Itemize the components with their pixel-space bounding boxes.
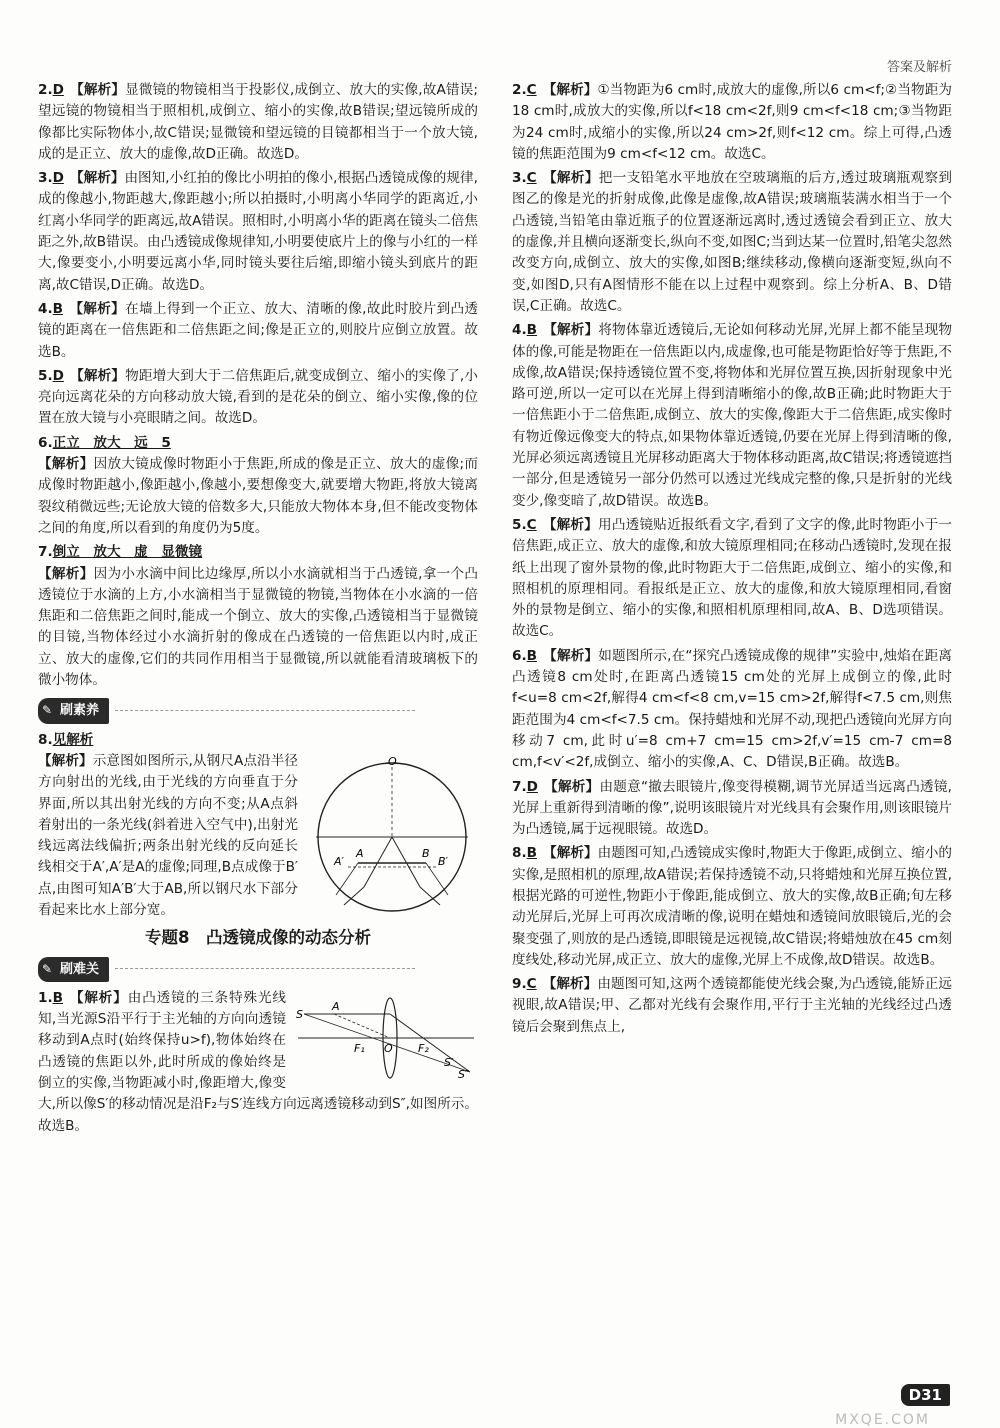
right-column (512, 80, 952, 1041)
item-num: 3. (512, 170, 527, 187)
item-text: 把一支铅笔水平地放在空玻璃瓶的后方,透过玻璃瓶观察到图乙的像是光的折射成像,此像是虚像,故A错误;玻璃瓶装满水相当于一个凸透镜,当铅笔由靠近瓶子的位置逐渐远离时,透过透镜会看到正立、放大的虚像,并且横向逐渐变长,纵向不变,如图C;当到达某一位置时,铅笔尖忽然改变方向,成倒立、放大的实像,如图B;继续移动,像横向逐渐变短,纵向不变,如图D,只有A图情形不能在以上过程中观察到。综上分析A、B、D错误,C正确。故选C。 (512, 170, 952, 314)
item-ans: B (526, 322, 537, 339)
item-ans: C (526, 516, 537, 533)
item-num: 7. (38, 544, 53, 561)
answer-item (512, 646, 952, 774)
item-num: 4. (512, 322, 527, 339)
item-num: 3. (38, 170, 53, 187)
item-tag: 【解析】 (542, 976, 598, 993)
answer-item (512, 974, 952, 1038)
item-tag: 【解析】 (543, 778, 600, 795)
lens-figure (294, 992, 478, 1080)
item-1: S A F₁ O F₂ S′ S″ 1.B 【解析】由凸透镜的三条特殊光线知,当光源S沿平行于主光轴的方向向透镜移动到A点时(始终保持u>f),物体始终在凸透镜的焦距以外,此时所成的像始终是倒立的实像,当物距减小时,像距增大,像变大,所以像S′的移动情况是沿F₂与S′连线方向远离透镜移动到S″,如图所示。故选B。 (38, 989, 478, 1134)
item-tag: 【解析】 (543, 845, 598, 862)
item-text: 由题意“撤去眼镜片,像变得模糊,调节光屏适当远离凸透镜,光屏上重新得到清晰的像”,说明该眼镜片对光线具有会聚作用,则该眼镜片为凸透镜,属于远视眼镜。故选D。 (512, 778, 952, 838)
item-text: 将物体靠近透镜后,无论如何移动光屏,光屏上都不能呈现物体的像,可能是物距在一倍焦距以内,成虚像,也可能是物距恰好等于焦距,不成像,故A错误;保持透镜位置不变,将物体和光屏位置互换,因折射现象中光路可逆,所以一定可以在光屏上得到清晰缩小的像,故B正确;此时物距大于一倍焦距小于二倍焦距,成倒立、放大的实像,像距大于二倍焦距,成实像时有物近像远像变大的特点,如果物体靠近透镜,仍要在光屏上得到清晰的像,光屏必须远离透镜且光屏移动距离大于物体移动距离,故C错误;将透镜遮挡一部分,但是透镜另一部分仍然可以透过光线成完整的像,只是折射的光线变少,像变暗了,故D错误。故选B。 (512, 322, 953, 509)
item-ans: B (526, 647, 537, 664)
pen-icon: ✎ (42, 703, 53, 718)
item-num: 2. (38, 82, 53, 98)
svg-text:F₁: F₁ (354, 1041, 365, 1055)
item-ans: C (526, 170, 537, 187)
answer-item (38, 366, 478, 430)
item-text: 由题图可知,凸透镜成实像时,物距大于像距,成倒立、缩小的实像,是照相机的原理,故A错误;若保持透镜不动,只将蜡烛和光屏互换位置,根据光路的可逆性,物距小于像距,能成倒立、放大的实像,故B正确;旬左移动光屏后,光屏上可再次成清晰的像,说明在蜡烛和透镜间放眼镜后,光的会聚变强了,则放的是凸透镜,即眼镜是远视镜,故C错误;将蜡烛放在45 cm刻度线处,移动光屏,成正立、放大的虚像,光屏上不成像,故D错误。故选B。 (512, 845, 953, 968)
item-ans: D (526, 778, 538, 795)
answer-item (38, 299, 478, 363)
answer-item (512, 80, 952, 165)
refraction-figure (306, 755, 478, 915)
left-column (38, 80, 478, 1140)
answer-item (38, 168, 478, 296)
item-text: 如题图所示,在“探究凸透镜成像的规律”实验中,烛焰在距离凸透镜8 cm处时,在距离凸透镜15 cm处的光屏上成倒立的像,此时f<u=8 cm<2f,解得4 cm<f<8 cm,v=15 cm>2f,解得f<7.5 cm,则焦距范围为4 cm<f<7.5 cm。保持蜡烛和光屏不动,现把凸透镜向光屏方向移动7 cm,此时u′=8 cm+7 cm=15 cm>2f,v′=15 cm-7 cm=8 cm,f<v′<2f,成倒立、缩小的实像,A、C、D错误,B正确。故选B。 (512, 647, 953, 771)
answer-item (38, 542, 478, 691)
svg-text:S: S (296, 1007, 303, 1021)
item-text: 在墙上得到一个正立、放大、清晰的像,故此时胶片到凸透镜的距离在一倍焦距和二倍焦距之间;像是正立的,则胶片应倒立放置。故选B。 (38, 300, 478, 360)
item-text: 因为小水滴中间比边缘厚,所以小水滴就相当于凸透镜,拿一个凸透镜位于水滴的上方,小水滴相当于显微镜的物镜,当物体在小水滴的一倍焦距和二倍焦距之间时,能成一个倒立、放大的实像,凸透镜相当于显微镜的目镜,当物体经过小水滴折射的像成在凸透镜的一倍焦距以内时,成正立、放大的虚像,它们的共同作用相当于显微镜,所以就能看清玻璃板下的微小物体。 (38, 565, 479, 689)
answer-item (38, 433, 478, 539)
item-tag: 【解析】 (69, 170, 125, 187)
answer-item (512, 168, 952, 317)
item-ans: D (52, 170, 64, 187)
svg-text:F₂: F₂ (418, 1041, 429, 1055)
item-tag: 【解析】 (542, 82, 598, 98)
item-ans: C (526, 82, 537, 98)
svg-text:A: A (332, 999, 340, 1013)
pen-icon: ✎ (42, 961, 53, 976)
svg-text:O: O (388, 754, 397, 768)
svg-text:B: B (422, 846, 430, 860)
svg-text:S′: S′ (444, 1055, 454, 1069)
item-text: 由图知,小红拍的像比小明拍的像小,根据凸透镜成像的规律,成的像越小,物距越大,像距越小;所以拍摄时,小明离小华同学的距离近,小红离小华同学的距离远,故A错误。照相时,小明离小华的距离在镜头二倍焦距之外,故B错误。由凸透镜成像规律知,小明要使底片上的像与小红的一样大,像要变小,小明要远离小华,同时镜头要往后缩,即缩小镜头到底片的距离,故C错误,D正确。故选D。 (38, 170, 478, 293)
answer-item (512, 777, 952, 841)
item-num: 2. (512, 82, 527, 98)
item-tag: 【解析】 (543, 647, 599, 664)
item-num: 8. (512, 845, 527, 862)
item-num: 5. (512, 516, 527, 533)
item-tag: 【解析】 (542, 170, 599, 187)
watermark: MXQE.COM (835, 1412, 930, 1428)
svg-text:O: O (384, 1041, 393, 1055)
svg-text:B′: B′ (438, 854, 449, 868)
item-tag: 【解析】 (69, 367, 126, 384)
svg-text:S″: S″ (458, 1067, 470, 1080)
item-text: 用凸透镜贴近报纸看文字,看到了文字的像,此时物距小于一倍焦距,成正立、放大的虚像,和放大镜原理相同;在移动凸透镜时,发现在报纸上出现了窗外景物的像,此时物距大于二倍焦距,成倒立、缩小的实像,和照相机的原理相同。看报纸是正立、放大的虚像,和放大镜原理相同,看窗外的景物是倒立、缩小的实像,和照相机原理相同,故A、B、D选项错误。故选C。 (512, 516, 953, 640)
item-tag: 【解析】 (69, 300, 126, 317)
item-text: 由题图可知,这两个透镜都能使光线会聚,为凸透镜,能矫正远视眼,故A错误;甲、乙都对光线有会聚作用,平行于主光轴的光线经过凸透镜后会聚到焦点上, (512, 976, 953, 1035)
item-ans: B (52, 300, 63, 317)
item-ans: D (52, 82, 64, 98)
item-num: 6. (38, 434, 53, 451)
item-num: 5. (38, 367, 53, 384)
item-num: 6. (512, 647, 527, 664)
header-title: 答案及解析 (886, 60, 952, 75)
right-items (512, 80, 952, 1038)
item-text: ①当物距为6 cm时,成放大的虚像,所以6 cm<f;②当物距为18 cm时,成放大的实像,所以f<18 cm<2f,则9 cm<f<18 cm;③当物距为24 cm时,成缩小的实像,所以24 cm>2f,则f<12 cm。综上可得,凸透镜的焦距范围为9 cm<f<12 cm。故选C。 (512, 82, 952, 162)
section-title: 专题8 凸透镜成像的动态分析 (145, 928, 371, 948)
item-tag: 【解析】 (38, 565, 94, 582)
item-ans: 正立 放大 远 5 (52, 434, 171, 451)
svg-text:A′: A′ (334, 854, 345, 868)
left-items (38, 80, 478, 691)
item-ans: D (52, 367, 64, 384)
answer-item (512, 843, 952, 971)
item-num: 4. (38, 300, 53, 317)
badge-hard: ✎ 刷难关 (38, 953, 478, 988)
badge-literacy: ✎ 刷素养 (38, 694, 478, 729)
item-ans: B (526, 845, 537, 862)
answer-item (38, 80, 478, 165)
item-tag: 【解析】 (69, 82, 126, 98)
item-8: 8.见解析 O A B A′ B′ 【解析】示意图如图所示,从钢尺A点沿半径方向射出的光线,由于光线的方向垂直于分界面,所以其出射光线的方向不变;从A点斜着射出的一条光线(斜着进入空气中),出射光线远离法线偏折;两条出射光线的反向延长线相交于A′,A′是A的虚像;同理,B点成像于B′点,由图可知A′B′大于AB,所以钢尺水下部分看起来比水上部分宽。 (38, 730, 478, 922)
item-num: 7. (512, 778, 527, 795)
answer-item (512, 320, 952, 512)
item-tag: 【解析】 (38, 456, 94, 473)
item-tag: 【解析】 (543, 322, 599, 339)
item-ans: 倒立 放大 虚 显微镜 (52, 544, 203, 561)
item-ans: C (526, 976, 537, 993)
item-tag: 【解析】 (542, 516, 599, 533)
answer-item (512, 515, 952, 643)
item-text: 显微镜的物镜相当于投影仪,成倒立、放大的实像,故A错误;望远镜的物镜相当于照相机,成倒立、缩小的实像,故B错误;望远镜所成的像都比实际物体小,故C错误;显微镜和望远镜的目镜都相当于一个放大镜,成的是正立、放大的虚像,故D正确。故选D。 (38, 82, 479, 162)
item-text: 因放大镜成像时物距小于焦距,所成的像是正立、放大的虚像;而成像时物距越小,像距越小,像越小,要想像变大,就要增大物距,将放大镜离裂纹稍微远些;无论放大镜的倍数多大,只能放大物体本身,但不能改变物体之间的角度,所以看到的角度仍为5度。 (38, 456, 479, 536)
page-number: D31 (901, 1384, 950, 1406)
item-text: 物距增大到大于二倍焦距后,就变成倒立、缩小的实像了,小亮向远离花朵的方向移动放大镜,看到的是花朵的倒立、缩小实像,像的位置在放大镜与小亮眼睛之间。故选D。 (38, 367, 479, 427)
svg-text:A: A (356, 846, 364, 860)
item-num: 9. (512, 976, 527, 993)
